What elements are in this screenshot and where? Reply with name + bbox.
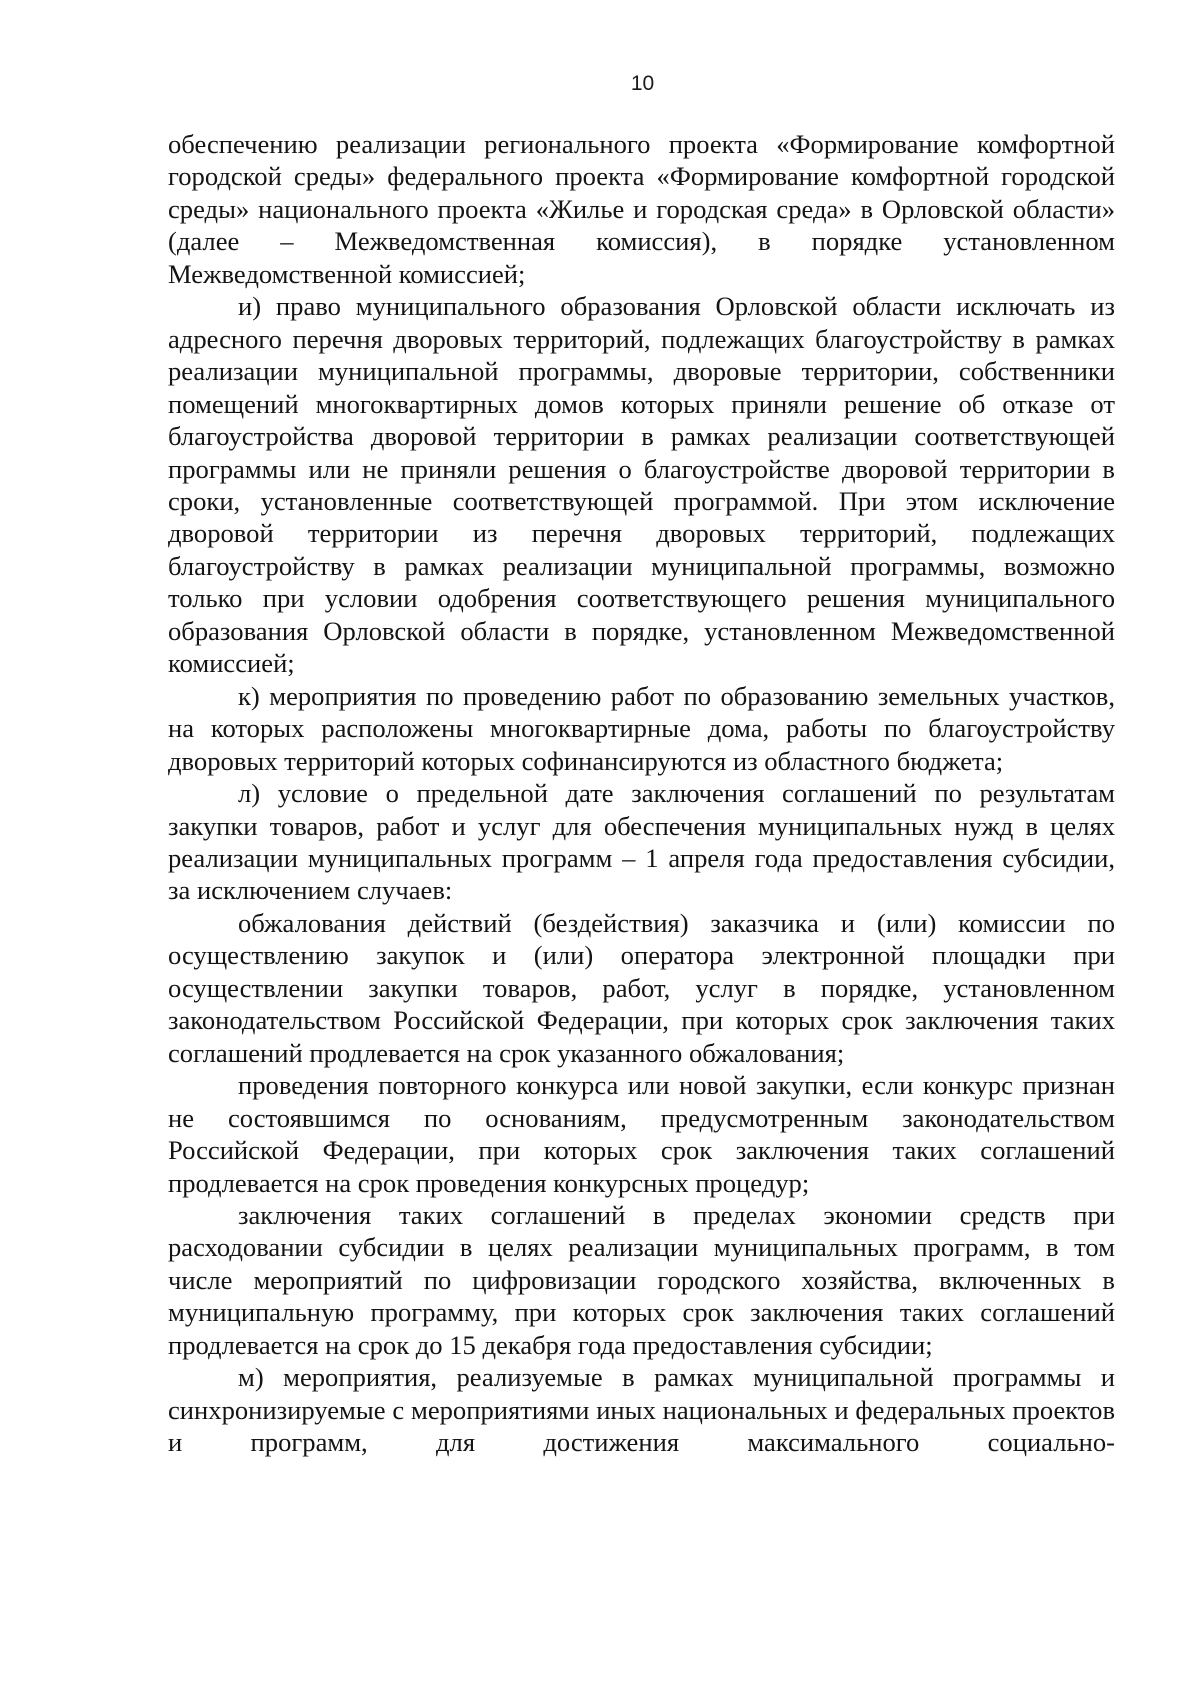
paragraph-repeat-tender-case: проведения повторного конкурса или новой закупки, если конкурс признан не состоявшимся по основаниям, предусмотренным законодательством Российской Федерации, при которых срок заключения таких соглашений продлевается на срок проведения конкурсных процедур; bbox=[168, 1070, 1115, 1198]
page-number: 10 bbox=[630, 72, 655, 95]
paragraph-item-m: м) мероприятия, реализуемые в рамках муниципальной программы и синхронизируемые с мероприятиями иных национальных и федеральных проектов и программ, для достижения максимального социально- bbox=[168, 1362, 1115, 1458]
paragraph-savings-case: заключения таких соглашений в пределах экономии средств при расходовании субсидии в целях реализации муниципальных программ, в том числе мероприятий по цифровизации городского хозяйства, включенных в муниципальную программу, при которых срок заключения таких соглашений продлевается на срок до 15 декабря года предоставления субсидии; bbox=[168, 1199, 1115, 1360]
paragraph-item-k: к) мероприятия по проведению работ по образованию земельных участков, на которых расположены многоквартирные дома, работы по благоустройству дворовых территорий которых софинансируются из областного бюджета; bbox=[168, 680, 1115, 776]
paragraph-item-i: и) право муниципального образования Орловской области исключать из адресного перечня дворовых территорий, подлежащих благоустройству в рамках реализации муниципальной программы, дворовые территории, собственники помещений многоквартирных домов которых приняли решение об отказе от благоустройства дворовой территории в рамках реализации соответствующей программы или не приняли решения о благоустройстве дворовой территории в сроки, установленные соответствующей программой. При этом исключение дворовой территории из перечня дворовых территорий, подлежащих благоустройству в рамках реализации муниципальной программы, возможно только при условии одобрения соответствующего решения муниципального образования Орловской области в порядке, установленном Межведомственной комиссией; bbox=[168, 291, 1115, 679]
paragraph-item-l: л) условие о предельной дате заключения соглашений по результатам закупки товаров, работ и услуг для обеспечения муниципальных нужд в целях реализации муниципальных программ – 1 апреля года предоставления субсидии, за исключением случаев: bbox=[168, 778, 1115, 906]
paragraph-commission-continuation: обеспечению реализации регионального проекта «Формирование комфортной городской среды» федерального проекта «Формирование комфортной городской среды» национального проекта «Жилье и городская среда» в Орловской области» (далее – Межведомственная комиссия), в порядке установленном Межведомственной комиссией; bbox=[168, 129, 1115, 289]
paragraph-appeal-case: обжалования действий (бездействия) заказчика и (или) комиссии по осуществлению закупок и (или) оператора электронной площадки при осуществлении закупки товаров, работ, услуг в порядке, установленном законодательством Российской Федерации, при которых срок заключения таких соглашений продлевается на срок указанного обжалования; bbox=[168, 907, 1115, 1068]
document-body bbox=[168, 128, 1115, 1459]
